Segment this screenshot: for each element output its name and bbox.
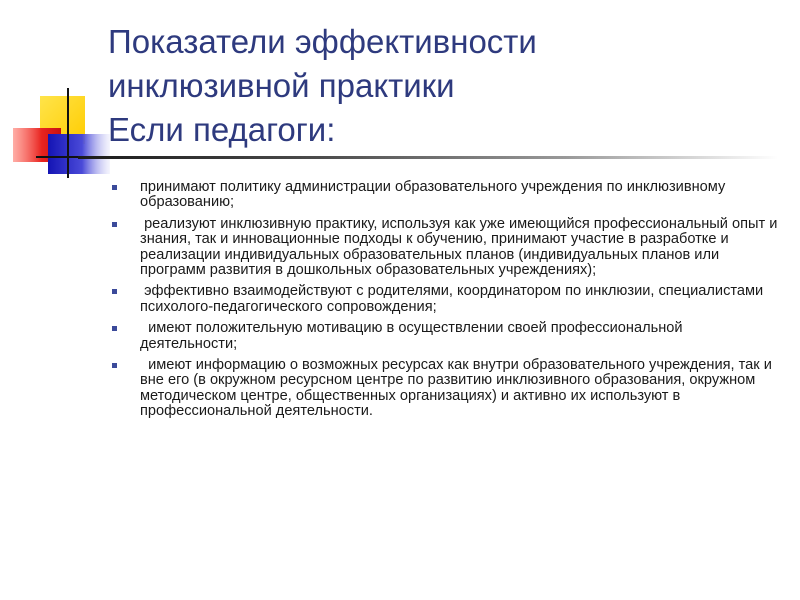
square-bullet-icon [112,185,117,190]
title-line-3: Если педагоги: [108,111,336,148]
bullet-text: имеют положительную мотивацию в осуществлении своей профессиональной деятельности; [140,320,687,352]
bullet-item [108,358,780,420]
square-bullet-icon [112,289,117,294]
title-line-2: инклюзивной практики [108,67,455,104]
bullet-item [108,321,780,352]
slide-title [108,20,778,152]
bullet-text: принимают политику администрации образовательного учреждения по инклюзивному образованию; [140,179,730,211]
bullet-text: эффективно взаимодействуют с родителями, координатором по инклюзии, специалистами психолого-педагогического сопровождения; [140,283,768,315]
square-bullet-icon [112,363,117,368]
bullet-list [108,180,780,426]
blue-square [48,134,110,174]
square-bullet-icon [112,222,117,227]
square-bullet-icon [112,326,117,331]
bullet-text: имеют информацию о возможных ресурсах как внутри образовательного учреждения, так и вне его (в окружном ресурсном центре по развитию инклюзивного образования, окружном методическом центре, общественных организациях) и активно их используют в профессиональной деятельности. [140,357,776,420]
bullet-item [108,180,780,211]
title-line-1: Показатели эффективности [108,23,537,60]
bullet-text: реализуют инклюзивную практику, используя как уже имеющийся профессиональный опыт и знания, так и инновационные подходы к обучению, принимают участие в разработке и реализации индивидуальных образовательных планов (индивидуальных планов или программ развития в дошкольных образовательных учреждениях); [140,215,782,279]
bullet-item [108,284,780,315]
title-divider [78,156,778,159]
bullet-item [108,217,780,279]
